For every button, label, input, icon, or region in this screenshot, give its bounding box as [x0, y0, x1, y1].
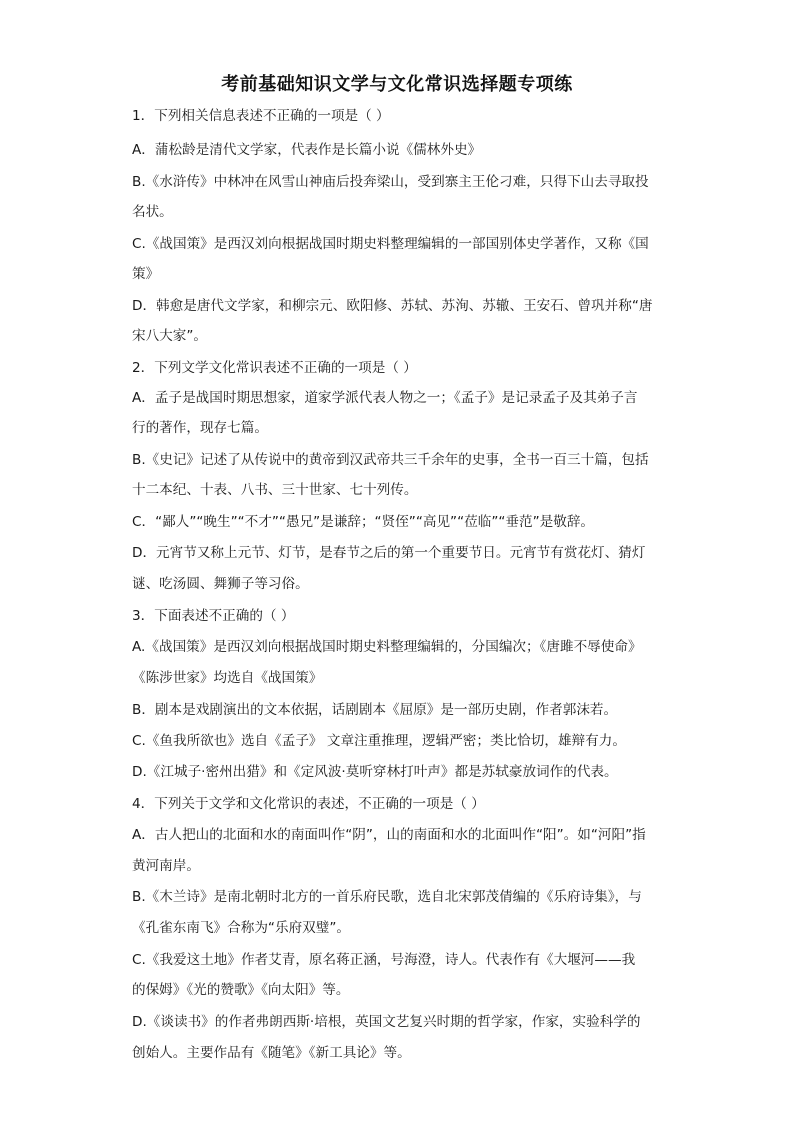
- text-line: D．元宵节又称上元节、灯节，是春节之后的第一个重要节日。元宵节有赏花灯、猜灯: [132, 545, 646, 561]
- text-line: 创始人。主要作品有《随笔》《新工具论》等。: [132, 1045, 411, 1061]
- text-line: 1．下列相关信息表述不正确的一项是（ ）: [132, 108, 390, 124]
- text-line: C.《鱼我所欲也》选自《孟子》 文章注重推理，逻辑严密；类比恰切，雄辩有力。: [132, 733, 626, 749]
- text-line: A．古人把山的北面和水的南面叫作“阴”，山的南面和水的北面叫作“阳”。如“河阳”指: [132, 827, 646, 843]
- text-line: 4．下列关于文学和文化常识的表述，不正确的一项是（ ）: [132, 796, 485, 812]
- text-line: B.《史记》记述了从传说中的黄帝到汉武帝共三千余年的史事，全书一百三十篇，包括: [132, 452, 649, 468]
- text-line: A．蒲松龄是清代文学家，代表作是长篇小说《儒林外史》: [132, 142, 482, 158]
- text-line: C.《我爱这土地》作者艾青，原名蒋正涵，号海澄，诗人。代表作有《大堰河——我: [132, 952, 636, 968]
- text-line: C．“鄙人”“晚生”“不才”“愚兄”是谦辞；“贤侄”“高见”“莅临”“垂范”是敬辞。: [132, 514, 595, 530]
- text-line: A.《战国策》是西汉刘向根据战国时期史料整理编辑的，分国编次；《唐雎不辱使命》: [132, 639, 642, 655]
- text-line: 名状。: [132, 204, 173, 220]
- text-line: 谜、吃汤圆、舞狮子等习俗。: [132, 576, 309, 592]
- text-line: 2．下列文学文化常识表述不正确的一项是（ ）: [132, 360, 417, 376]
- text-line: 十二本纪、十表、八书、三十世家、七十列传。: [132, 482, 418, 498]
- text-line: B．剧本是戏剧演出的文本依据，话剧剧本《屈原》是一部历史剧，作者郭沫若。: [132, 702, 618, 718]
- text-line: A．孟子是战国时期思想家，道家学派代表人物之一；《孟子》是记录孟子及其弟子言: [132, 390, 638, 406]
- text-line: B.《木兰诗》是南北朝时北方的一首乐府民歌，选自北宋郭茂倩编的《乐府诗集》，与: [132, 889, 642, 905]
- text-line: B.《水浒传》中林冲在风雪山神庙后投奔梁山，受到寨主王伦刁难，只得下山去寻取投: [132, 174, 649, 190]
- text-line: 《陈涉世家》均选自《战国策》: [132, 670, 323, 686]
- page-title: 考前基础知识文学与文化常识选择题专项练: [221, 74, 573, 95]
- text-line: 行的著作，现存七篇。: [132, 420, 268, 436]
- text-line: 的保姆》《光的赞歌》《向太阳》等。: [132, 982, 350, 998]
- text-line: 宋八大家”。: [132, 328, 208, 344]
- text-line: 黄河南岸。: [132, 858, 200, 874]
- text-line: 策》: [132, 266, 160, 282]
- text-line: D．韩愈是唐代文学家，和柳宗元、欧阳修、苏轼、苏洵、苏辙、王安石、曾巩并称“唐: [132, 298, 653, 314]
- text-line: C.《战国策》是西汉刘向根据战国时期史料整理编辑的一部国别体史学著作，又称《国: [132, 236, 649, 252]
- text-line: D.《谈读书》的作者弗朗西斯·培根，英国文艺复兴时期的哲学家，作家，实验科学的: [132, 1014, 641, 1030]
- text-line: 《孔雀东南飞》合称为“乐府双璧”。: [132, 920, 350, 936]
- text-line: D.《江城子·密州出猎》和《定风波·莫听穿林打叶声》都是苏轼豪放词作的代表。: [132, 764, 618, 780]
- text-line: 3．下面表述不正确的（ ）: [132, 608, 295, 624]
